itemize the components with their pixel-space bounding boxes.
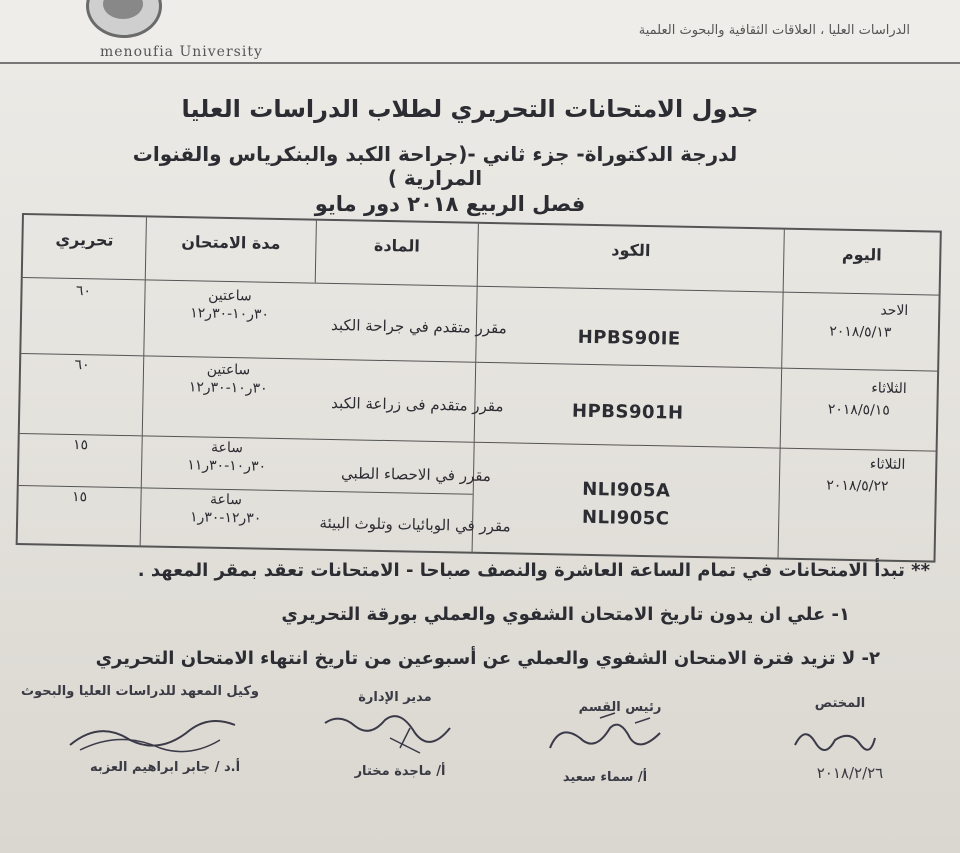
row-1-time: ٣٠ر١٠-٣٠ر١٢ [190,305,270,323]
manager-title: مدير الإدارة [358,690,432,705]
table-row-4-duration-cell [140,487,311,548]
table-row-1-subject-cell [313,283,507,362]
table-row-1-duration-cell [143,279,314,358]
row-2-duration: ساعتين [206,361,251,379]
university-logo-icon [86,0,162,38]
page-title: جدول الامتحانات التحريري لطلاب الدراسات العليا [181,95,759,123]
term-subtitle: فصل الربيع ٢٠١٨ دور مايو [314,192,586,216]
vice-dean-signature-icon [60,700,250,760]
row-4-written: ١٥ [71,489,88,506]
reviewer-date: ٢٠١٨/٢/٢٦ [816,764,884,782]
row-1-code: HPBS90IE [577,326,681,350]
row-2-date: ٢٠١٨/٥/١٥ [827,401,891,419]
header-subject-cell [315,221,478,286]
table-row-3-day-cell [778,448,936,561]
note-1: ١- علي ان يدون تاريخ الامتحان الشفوي والعملي بورقة التحريري [281,604,850,625]
row-1-subject: مقرر متقدم في جراحة الكبد [330,315,507,338]
header-duration: مدة الامتحان [181,232,281,253]
table-row-3-duration-cell [141,435,312,490]
row-2-day: الثلاثاء [871,380,907,398]
row-1-duration: ساعتين [208,287,252,305]
row-2-time: ٣٠ر١٠-٣٠ر١٢ [188,379,268,397]
table-row-2-subject-cell [312,359,504,442]
table-row-2-day-cell [780,368,938,451]
row-3-date: ٢٠١٨/٥/٢٢ [826,477,889,495]
row-2-subject: مقرر متقدم فى زراعة الكبد [331,393,504,416]
row-2-written: ٦٠ [74,357,90,374]
row-4-code: NLI905C [581,506,670,530]
head-name: أ/ سماء سعيد [562,770,648,785]
row-1-date: ٢٠١٨/٥/١٣ [829,323,892,341]
exam-schedule-table [16,213,942,563]
vice-dean-title: وكيل المعهد للدراسات العليا والبحوث [21,684,259,699]
header-duration-cell [145,217,316,282]
note-main: ** تبدأ الامتحانات في تمام الساعة العاشرة والنصف صباحا - الامتحانات تعقد بمقر المعهد . [137,560,930,581]
row-4-time: ٣٠ر١٢-٣٠ر١ [189,509,262,527]
reviewer-signature-icon [790,720,880,760]
row-1-written: ٦٠ [75,283,92,300]
head-signature-icon [540,708,680,768]
university-name: menoufia University [100,44,263,60]
row-4-subject: مقرر في الوبائيات وتلوث البيئة [319,513,511,536]
manager-name: أ/ ماجدة مختار [354,764,446,779]
row-2-code: HPBS901H [571,400,684,424]
note-2: ٢- لا تزيد فترة الامتحان الشفوي والعملي عن أسبوعين من تاريخ انتهاء الامتحان التحريري [95,648,880,669]
table-row-1-written-cell [21,277,144,355]
header-code-cell [477,224,784,292]
table-row-2-duration-cell [142,355,314,438]
head-title: رئيس القسم [578,700,662,715]
header-divider [0,62,960,64]
department-name: الدراسات العليا ، العلاقات الثقافية والبحوث العلمية [638,23,910,38]
row-1-day: الاحد [880,302,909,320]
header-code: الكود [611,240,651,261]
row-3-written: ١٥ [72,437,89,454]
table-row-3-code-cell [472,442,780,558]
reviewer-title: المختص [814,696,866,711]
degree-subtitle: لدرجة الدكتوراة- جزء ثاني -(جراحة الكبد والبنكرياس والقنوات المرارية ) [132,142,738,190]
row-3-code: NLI905A [581,478,671,502]
row-4-duration: ساعة [209,491,243,509]
header-written-cell [23,215,146,279]
table-row-1-day-cell [781,292,938,371]
table-row-2-written-cell [20,353,144,435]
header-subject: المادة [373,235,421,256]
letterhead [0,0,960,62]
header-day-cell [783,230,940,295]
table-row-3-written-cell [19,433,142,487]
row-3-duration: ساعة [210,439,244,457]
header-written: تحريري [55,229,114,250]
row-3-subject: مقرر في الاحصاء الطبي [340,464,492,486]
table-row-3-subject-cell [311,439,492,494]
vice-dean-name: أ.د / جابر ابراهيم العزبه [89,760,241,775]
header-day: اليوم [841,244,882,265]
table-row-4-subject-cell [310,491,511,552]
table-row-4-written-cell [18,485,141,545]
row-3-day: الثلاثاء [869,456,906,474]
row-3-time: ٣٠ر١٠-٣٠ر١١ [187,457,267,475]
manager-signature-icon [320,708,470,763]
